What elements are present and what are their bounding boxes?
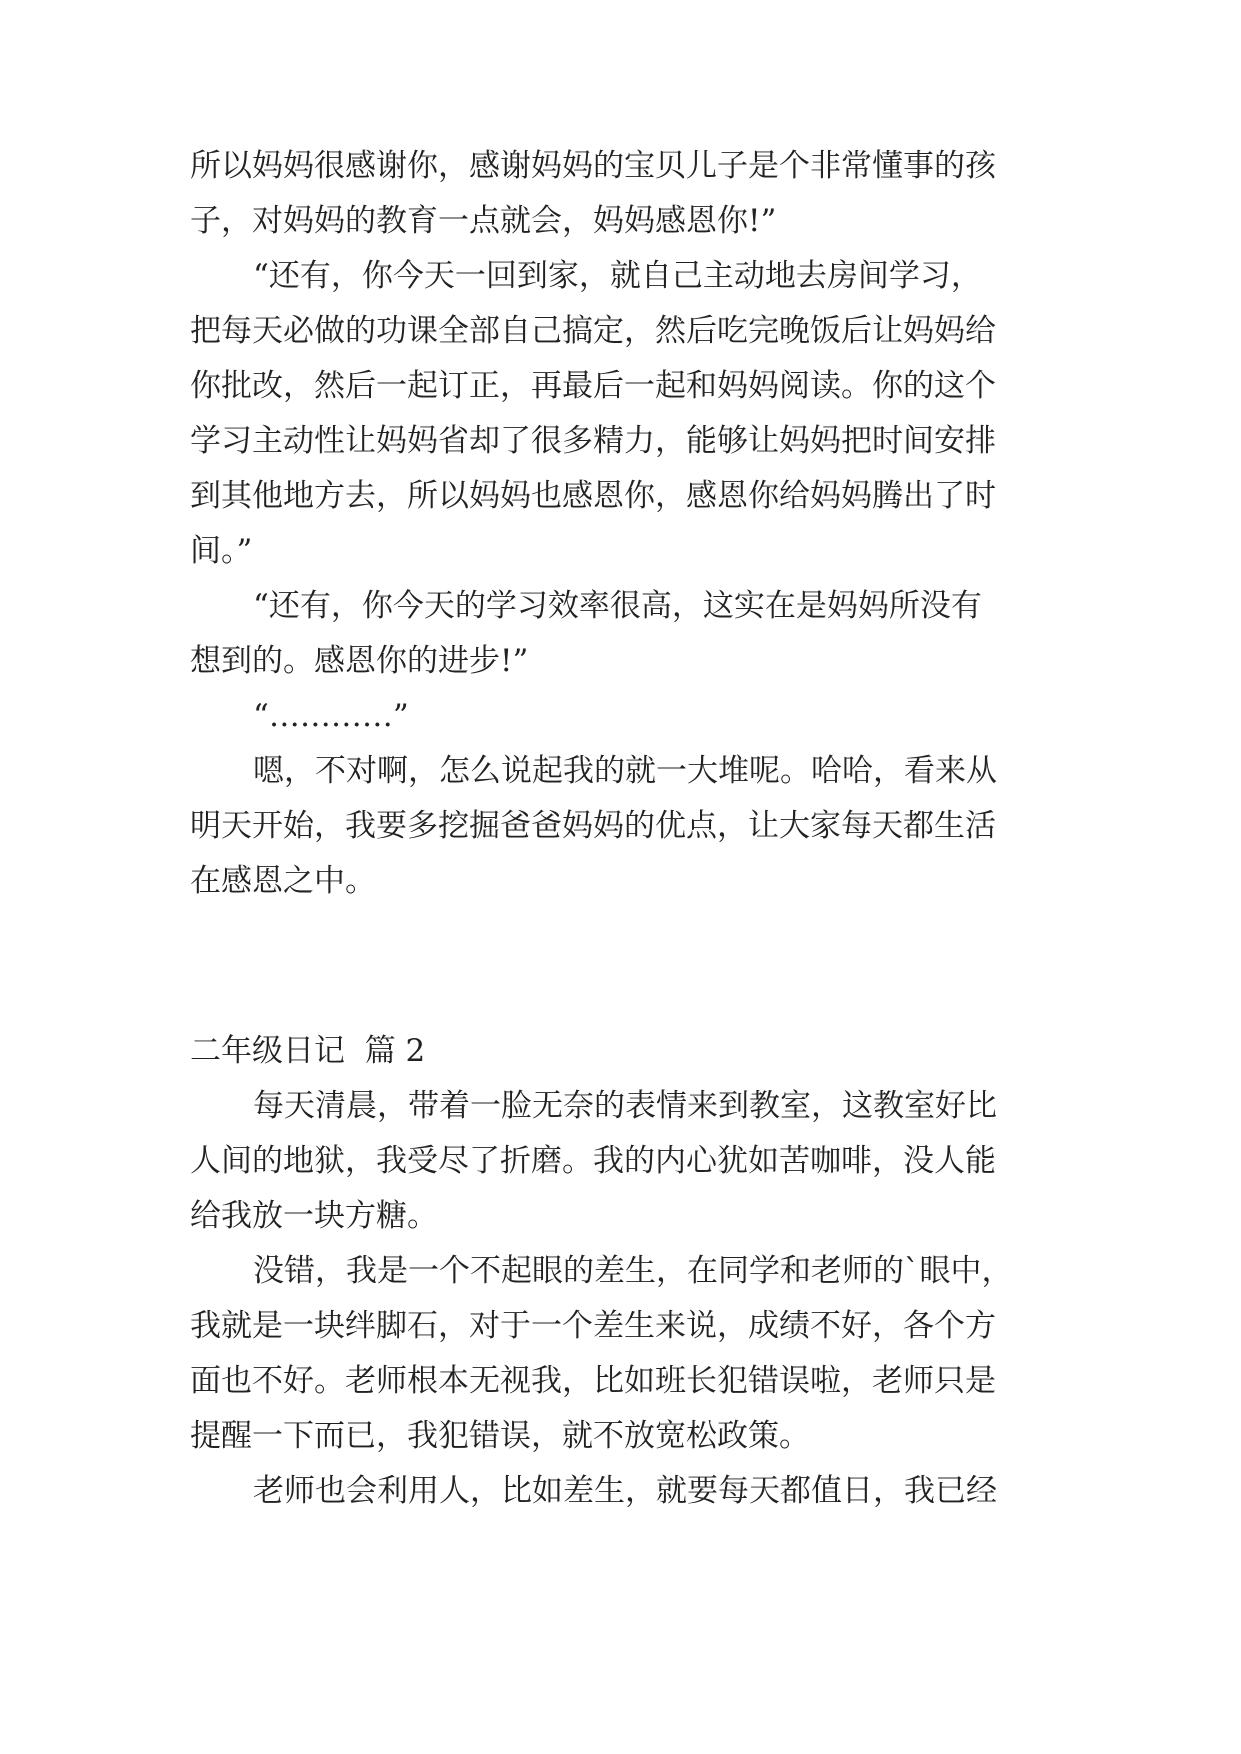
paragraph-first-line: “…………” bbox=[253, 698, 409, 734]
text-line: 人间的地狱，我受尽了折磨。我的内心犹如苦咖啡，没人能 bbox=[190, 1143, 996, 1179]
text-line: 明天开始，我要多挖掘爸爸妈妈的优点，让大家每天都生活 bbox=[190, 808, 996, 844]
paragraph-first-line: 没错，我是一个不起眼的差生，在同学和老师的`眼中， bbox=[253, 1253, 1013, 1289]
text-line: 给我放一块方糖。 bbox=[190, 1198, 438, 1234]
section-heading: 二年级日记 篇 2 bbox=[190, 1033, 426, 1069]
text-line: 把每天必做的功课全部自己搞定，然后吃完晚饭后让妈妈给 bbox=[190, 313, 996, 349]
text-line: 想到的。感恩你的进步!” bbox=[190, 643, 529, 679]
text-line: 到其他地方去，所以妈妈也感恩你，感恩你给妈妈腾出了时 bbox=[190, 478, 996, 514]
paragraph-first-line: 老师也会利用人，比如差生，就要每天都值日，我已经 bbox=[253, 1473, 997, 1509]
text-line: 在感恩之中。 bbox=[190, 863, 376, 899]
text-line: 子，对妈妈的教育一点就会，妈妈感恩你!” bbox=[190, 203, 777, 239]
text-line: 学习主动性让妈妈省却了很多精力，能够让妈妈把时间安排 bbox=[190, 423, 996, 459]
text-line: 你批改，然后一起订正，再最后一起和妈妈阅读。你的这个 bbox=[190, 368, 996, 404]
paragraph-first-line: 嗯，不对啊，怎么说起我的就一大堆呢。哈哈，看来从 bbox=[253, 753, 997, 789]
text-line: 间。” bbox=[190, 533, 253, 569]
text-line: 面也不好。老师根本无视我，比如班长犯错误啦，老师只是 bbox=[190, 1363, 996, 1399]
paragraph-first-line: “还有，你今天一回到家，就自己主动地去房间学习， bbox=[253, 258, 982, 294]
text-line: 我就是一块绊脚石，对于一个差生来说，成绩不好，各个方 bbox=[190, 1308, 996, 1344]
paragraph-first-line: “还有，你今天的学习效率很高，这实在是妈妈所没有 bbox=[253, 588, 982, 624]
text-line: 所以妈妈很感谢你，感谢妈妈的宝贝儿子是个非常懂事的孩 bbox=[190, 148, 996, 184]
text-line: 提醒一下而已，我犯错误，就不放宽松政策。 bbox=[190, 1418, 810, 1454]
paragraph-first-line: 每天清晨，带着一脸无奈的表情来到教室，这教室好比 bbox=[253, 1088, 997, 1124]
